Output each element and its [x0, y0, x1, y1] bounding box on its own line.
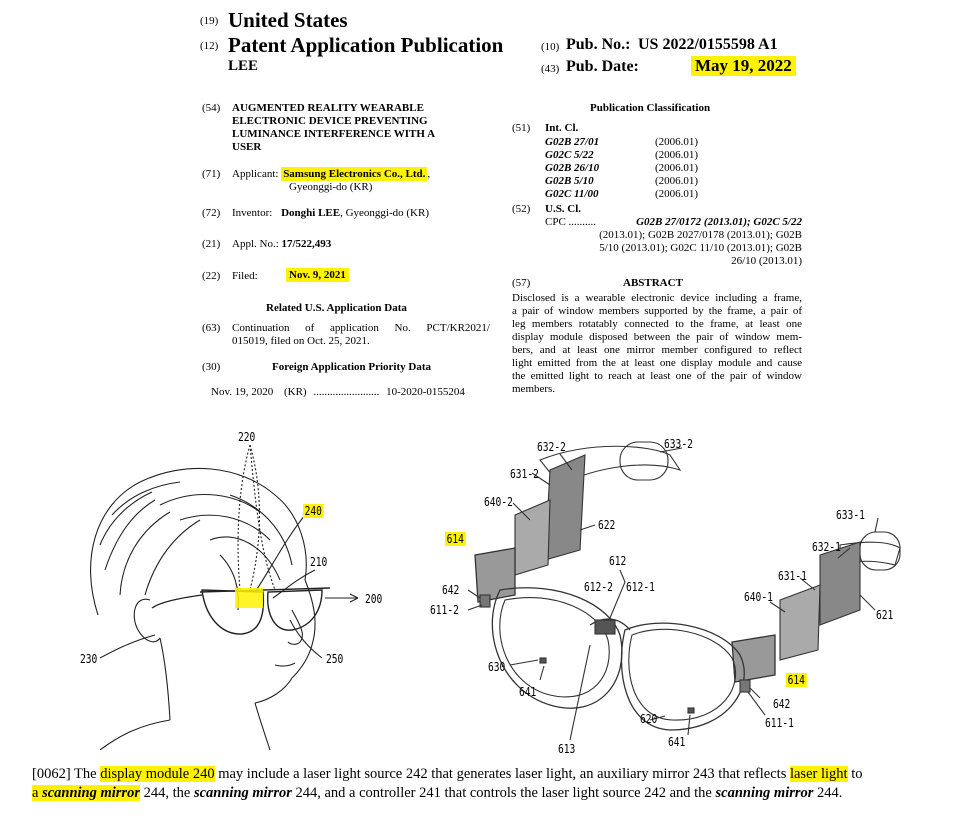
label-612-1: 612-1 [626, 580, 655, 594]
cpc-line: (2013.01); G02B 2027/0178 (2013.01); G02B [599, 229, 802, 241]
country: United States [228, 8, 348, 32]
paragraph-text: may include a laser light source 242 that generates laser light, an auxiliary mirror 243 that reflects [214, 766, 790, 782]
abstract-line: display module disposed between the pair of window mem- [512, 331, 802, 343]
applicant-name: Samsung Electronics Co., Ltd. [283, 168, 426, 180]
paragraph-text: 244, the [139, 785, 194, 801]
priority-row [211, 386, 465, 398]
pub-no-label: Pub. No.: [566, 36, 631, 53]
highlight-scanning-mirror [32, 785, 140, 801]
int-cl-code-item: G02B 26/10 [545, 162, 600, 174]
foreign-heading: Foreign Application Priority Data [272, 361, 431, 373]
code-43: (43) [541, 63, 560, 75]
abstract-code: (57) [512, 277, 531, 289]
int-cl-year: (2006.01) [655, 136, 699, 148]
applicant-location: Gyeonggi-do (KR) [289, 181, 373, 193]
inventor-surname: LEE [228, 58, 259, 74]
priority-date: Nov. 19, 2020 [211, 386, 274, 398]
appl-row [232, 238, 331, 250]
label-612: 612 [609, 554, 627, 568]
cpc-label: CPC .......... [545, 216, 597, 228]
label-200: 200 [365, 592, 383, 606]
applicant-row [232, 168, 430, 180]
abstract-line: leg members rotatably connected to the frame, at least one [512, 318, 802, 330]
label-642-left: 642 [442, 583, 460, 597]
label-632-1: 632-1 [812, 540, 841, 554]
inventor-row [232, 207, 429, 219]
priority-no: 10-2020-0155204 [386, 386, 465, 398]
int-cl-year: (2006.01) [655, 162, 699, 174]
paragraph-text: 244. [813, 785, 843, 801]
code-19: (19) [200, 15, 219, 27]
paragraph-text: a [32, 785, 43, 801]
abstract-line: a pair of window members supported by the frame, a pair of [512, 305, 802, 317]
title-line: USER [232, 141, 262, 153]
label-612-2: 612-2 [584, 580, 613, 594]
paragraph-0062 [32, 765, 962, 803]
label-613: 613 [558, 742, 576, 756]
int-cl-code-item: G02B 5/10 [545, 175, 594, 187]
title-line: AUGMENTED REALITY WEARABLE [232, 102, 424, 114]
priority-dots: ........................ [313, 386, 380, 398]
label-250: 250 [326, 652, 344, 666]
label-631-2: 631-2 [510, 467, 539, 481]
label-640-2: 640-2 [484, 495, 513, 509]
abstract-line: bers, and at least one mirror member configured to reflect [512, 344, 802, 356]
us-cl-code: (52) [512, 203, 531, 215]
head-drawing [60, 420, 420, 750]
pub-no: US 2022/0155598 A1 [638, 36, 778, 53]
int-cl-year: (2006.01) [655, 188, 699, 200]
label-611-2: 611-2 [430, 603, 459, 617]
label-622: 622 [598, 518, 616, 532]
inventor-location: , Gyeonggi-do (KR) [340, 207, 429, 219]
label-240 [303, 504, 324, 518]
int-cl-year: (2006.01) [655, 175, 699, 187]
term-scanning-mirror: scanning mirror [42, 785, 140, 801]
filed-date: Nov. 9, 2021 [286, 268, 349, 282]
label-620: 620 [640, 712, 658, 726]
label-621: 621 [876, 608, 894, 622]
abstract-line: the emitted light to reach at least one of the pair of window [512, 370, 802, 382]
continuation-line: Continuation of application No. PCT/KR2021/ [232, 322, 490, 334]
pub-class-heading: Publication Classification [590, 102, 711, 114]
int-cl-code: (51) [512, 122, 531, 134]
label-611-1: 611-1 [765, 716, 794, 730]
abstract-heading: ABSTRACT [623, 277, 683, 289]
filed-label: Filed: [232, 270, 258, 282]
label-632-2: 632-2 [537, 440, 566, 454]
paragraph-text: The [70, 766, 101, 782]
int-cl-list [545, 136, 599, 201]
appl-no: 17/522,493 [281, 238, 332, 250]
code-12: (12) [200, 40, 219, 52]
abstract-text [512, 292, 802, 396]
title-code: (54) [202, 102, 221, 114]
us-cl-label: U.S. Cl. [545, 203, 582, 215]
label-630: 630 [488, 660, 506, 674]
cpc-line: 26/10 (2013.01) [731, 255, 802, 267]
term-scanning-mirror: scanning mirror [193, 785, 292, 801]
label-641-left: 641 [519, 685, 537, 699]
label-642-right: 642 [773, 697, 791, 711]
inventor-label: Inventor: [232, 207, 273, 219]
int-cl-code-item: G02B 27/01 [545, 136, 600, 148]
pub-date: May 19, 2022 [691, 56, 796, 76]
label-633-1: 633-1 [836, 508, 865, 522]
int-cl-code-item: G02C 11/00 [545, 188, 599, 200]
abstract-line: members. [512, 383, 556, 395]
foreign-code: (30) [202, 361, 221, 373]
int-cl-year: (2006.01) [655, 149, 699, 161]
abstract-line: light emitted from the at least one display module and cause [512, 357, 802, 369]
label-631-1: 631-1 [778, 569, 807, 583]
filed-code: (22) [202, 270, 221, 282]
cpc-line: 5/10 (2013.01); G02C 11/10 (2013.01); G02B [599, 242, 802, 254]
paragraph-number: [0062] [32, 766, 71, 782]
applicant-label: Applicant: [232, 168, 279, 180]
label-220: 220 [238, 430, 256, 444]
patent-title [232, 102, 435, 154]
pub-date-label: Pub. Date: [566, 58, 639, 75]
inventor-code: (72) [202, 207, 221, 219]
label-210: 210 [310, 555, 328, 569]
label-230: 230 [80, 652, 98, 666]
applicant-code: (71) [202, 168, 221, 180]
appl-label: Appl. No.: [232, 238, 279, 250]
label-614-left [445, 532, 466, 546]
continuation-line: 015019, filed on Oct. 25, 2021. [232, 335, 370, 347]
code-10: (10) [541, 41, 560, 53]
int-cl-label: Int. Cl. [545, 122, 579, 134]
label-641-right: 641 [668, 735, 686, 749]
priority-country: (KR) [283, 386, 307, 398]
int-cl-code-item: G02C 5/22 [545, 149, 594, 161]
label-614-right-text: 614 [787, 673, 805, 687]
appl-code: (21) [202, 238, 221, 250]
label-614-left-text: 614 [446, 532, 464, 546]
paragraph-text: to [847, 766, 863, 782]
label-633-2: 633-2 [664, 437, 693, 451]
title-line: LUMINANCE INTERFERENCE WITH A [232, 128, 436, 140]
label-640-1: 640-1 [744, 590, 773, 604]
label-240-text: 240 [304, 504, 322, 518]
document-type: Patent Application Publication [228, 33, 504, 57]
inventor-name: Donghi LEE [281, 207, 341, 219]
abstract-line: Disclosed is a wearable electronic device including a frame, [512, 292, 802, 304]
title-line: ELECTRONIC DEVICE PREVENTING [232, 115, 428, 127]
paragraph-line-1 [32, 765, 962, 784]
related-heading: Related U.S. Application Data [266, 302, 407, 314]
cpc-line: G02B 27/0172 (2013.01); G02C 5/22 [636, 216, 802, 228]
continuation-text [232, 322, 490, 348]
term-scanning-mirror: scanning mirror [715, 785, 814, 801]
highlight-laser-light: laser light [789, 766, 848, 782]
highlight-display-module: display module 240 [100, 766, 215, 782]
int-cl-years [655, 136, 698, 201]
label-614-right [786, 673, 807, 687]
cpc-codes [574, 216, 802, 268]
paragraph-line-2 [32, 784, 962, 803]
applicant-comma: , [427, 168, 431, 180]
glasses-drawing [420, 430, 940, 760]
paragraph-text: 244, and a controller 241 that controls the laser light source 242 and the [291, 785, 716, 801]
continuation-code: (63) [202, 322, 221, 334]
